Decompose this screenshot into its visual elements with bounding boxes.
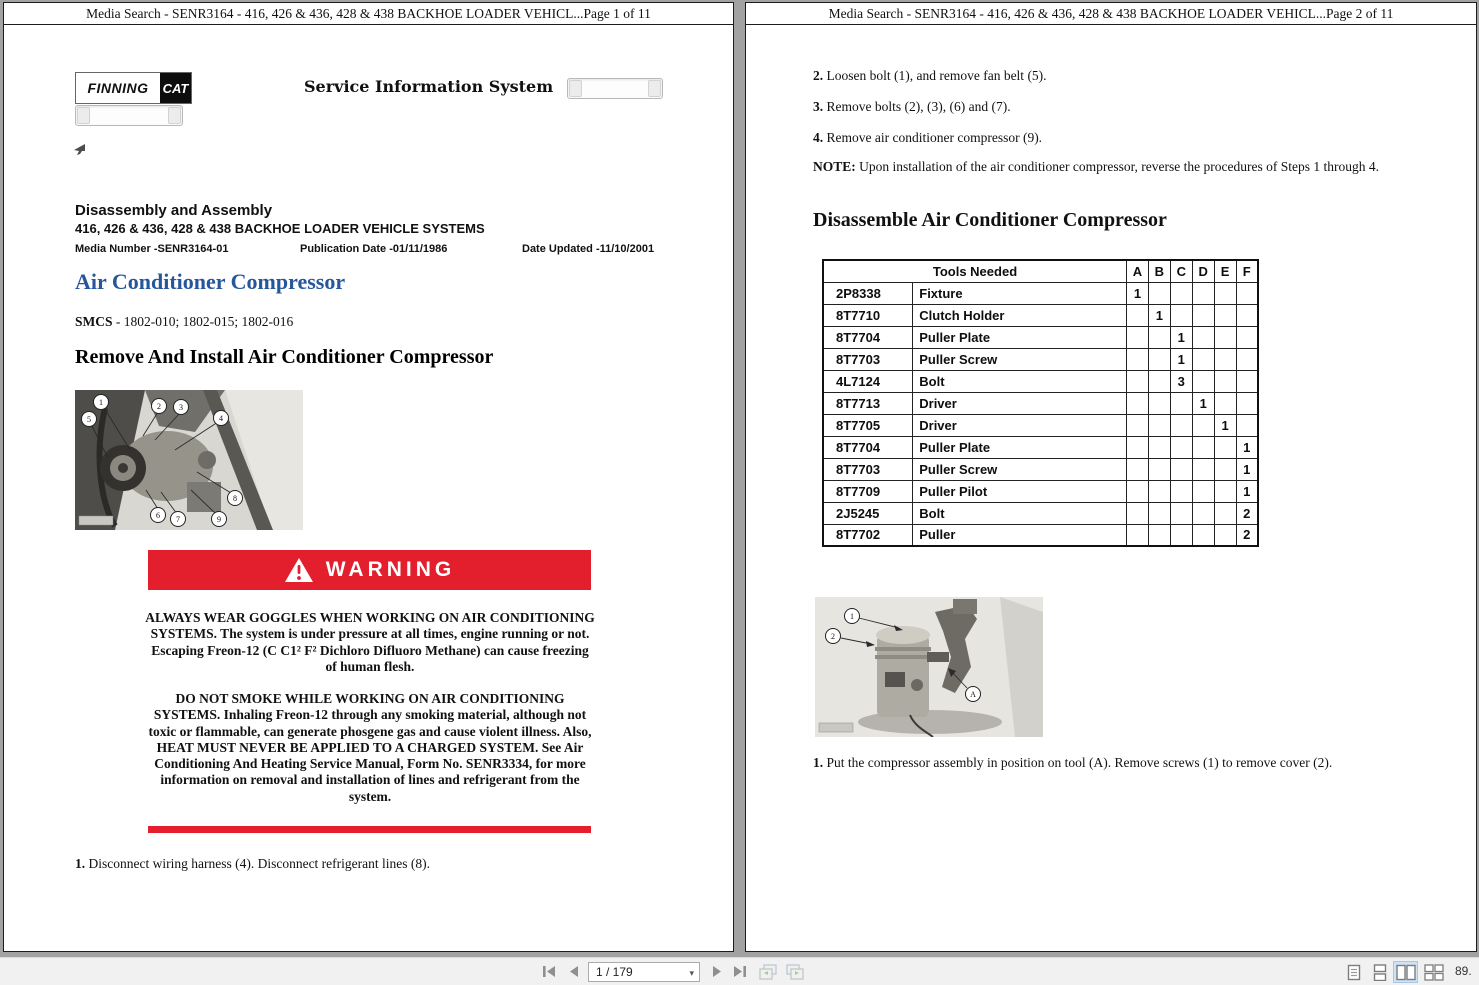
step-text: Disconnect wiring harness (4). Disconnect refrigerant lines (8). bbox=[88, 856, 431, 871]
tool-qty-cell bbox=[1214, 370, 1236, 392]
tool-name: Puller Screw bbox=[913, 348, 1127, 370]
horizontal-scrollbar-logo[interactable] bbox=[75, 105, 183, 126]
tool-qty-cell bbox=[1170, 414, 1192, 436]
tool-qty-cell bbox=[1170, 304, 1192, 326]
tool-name: Bolt bbox=[913, 502, 1127, 524]
document-page-1 bbox=[3, 2, 734, 952]
table-row bbox=[823, 480, 1258, 502]
tools-table-body bbox=[823, 282, 1258, 546]
previous-view-button[interactable] bbox=[756, 961, 780, 983]
bottom-toolbar bbox=[0, 957, 1479, 985]
compressor-install-photo bbox=[75, 390, 303, 530]
tool-qty-cell bbox=[1148, 458, 1170, 480]
step-text: Remove air conditioner compressor (9). bbox=[826, 130, 1043, 145]
tool-qty-cell bbox=[1148, 370, 1170, 392]
tool-qty-cell bbox=[1192, 326, 1214, 348]
step-text: Remove bolts (2), (3), (6) and (7). bbox=[826, 99, 1011, 114]
svg-text:9: 9 bbox=[217, 515, 221, 524]
svg-text:8: 8 bbox=[233, 494, 237, 503]
table-row bbox=[823, 304, 1258, 326]
note-text: Upon installation of the air conditioner compressor, reverse the procedures of Steps 1 through 4. bbox=[859, 159, 1379, 174]
tool-qty-cell bbox=[1127, 326, 1149, 348]
red-divider-bar bbox=[148, 826, 591, 833]
table-header-row bbox=[823, 260, 1258, 282]
tool-name: Puller bbox=[913, 524, 1127, 546]
document-type: Disassembly and Assembly bbox=[75, 202, 273, 219]
zoom-level-text: 89. bbox=[1455, 964, 1472, 978]
tool-qty-cell bbox=[1236, 392, 1258, 414]
compressor-disassembly-photo bbox=[815, 597, 1043, 737]
column-header-e: E bbox=[1214, 260, 1236, 282]
table-row bbox=[823, 502, 1258, 524]
tool-qty-cell bbox=[1148, 282, 1170, 304]
note-label: NOTE: bbox=[813, 159, 856, 174]
tool-qty-cell bbox=[1236, 326, 1258, 348]
tool-qty-cell bbox=[1214, 458, 1236, 480]
tool-qty-cell bbox=[1127, 414, 1149, 436]
tool-name: Puller Plate bbox=[913, 436, 1127, 458]
continuous-scroll-view-icon bbox=[1373, 964, 1387, 981]
step-4 bbox=[813, 130, 1433, 146]
note-paragraph bbox=[813, 159, 1421, 176]
tool-part-number: 8T7705 bbox=[823, 414, 913, 436]
tool-qty-cell bbox=[1214, 436, 1236, 458]
scrollbar-left-button[interactable] bbox=[77, 107, 90, 124]
compressor-disassembly-figure bbox=[815, 597, 1043, 737]
scrollbar-right-button[interactable] bbox=[648, 80, 661, 97]
tool-qty-cell: 1 bbox=[1127, 282, 1149, 304]
tool-qty-cell bbox=[1127, 392, 1149, 414]
tool-name: Driver bbox=[913, 392, 1127, 414]
page-indicator-text: 1 / 179 bbox=[596, 965, 633, 979]
next-view-button[interactable] bbox=[783, 961, 807, 983]
tool-name: Puller Pilot bbox=[913, 480, 1127, 502]
tool-part-number: 8T7713 bbox=[823, 392, 913, 414]
tool-qty-cell bbox=[1148, 524, 1170, 546]
step-number: 3. bbox=[813, 99, 824, 114]
tool-qty-cell bbox=[1170, 524, 1192, 546]
tools-needed-table bbox=[822, 259, 1259, 547]
table-row bbox=[823, 348, 1258, 370]
step-text: Loosen bolt (1), and remove fan belt (5). bbox=[826, 68, 1047, 83]
two-page-view-button[interactable] bbox=[1393, 961, 1418, 983]
tool-qty-cell bbox=[1236, 348, 1258, 370]
tool-qty-cell bbox=[1192, 458, 1214, 480]
svg-text:6: 6 bbox=[156, 511, 160, 520]
smcs-line bbox=[75, 314, 293, 330]
tool-qty-cell bbox=[1192, 348, 1214, 370]
table-row bbox=[823, 392, 1258, 414]
smcs-label: SMCS bbox=[75, 314, 113, 329]
tool-qty-cell bbox=[1192, 370, 1214, 392]
previous-view-icon bbox=[758, 963, 778, 981]
tool-qty-cell bbox=[1148, 480, 1170, 502]
warning-banner bbox=[148, 550, 591, 590]
section-title: Air Conditioner Compressor bbox=[75, 269, 346, 294]
tool-qty-cell bbox=[1192, 436, 1214, 458]
first-page-button[interactable] bbox=[538, 961, 560, 983]
tool-qty-cell bbox=[1148, 326, 1170, 348]
tool-qty-cell bbox=[1148, 502, 1170, 524]
tool-qty-cell bbox=[1170, 282, 1192, 304]
tool-qty-cell bbox=[1192, 414, 1214, 436]
tool-qty-cell bbox=[1214, 502, 1236, 524]
warning-paragraph-2: DO NOT SMOKE WHILE WORKING ON AIR CONDITIONING SYSTEMS. Inhaling Freon-12 through any smoking material, although not toxic or flammable, can generate phosgene gas and cause violent illness. Also, HEAT MUST NEVER BE APPLIED TO A CHARGED SYSTEM. See Air Conditioning And Heating Service Manual, Form No. SENR3334, for more information on removal and installation of lines and refrigerant from the system. bbox=[148, 691, 592, 804]
tool-qty-cell bbox=[1236, 304, 1258, 326]
tool-part-number: 2P8338 bbox=[823, 282, 913, 304]
table-row bbox=[823, 436, 1258, 458]
column-header-c: C bbox=[1170, 260, 1192, 282]
tool-qty-cell bbox=[1214, 304, 1236, 326]
warning-label: WARNING bbox=[325, 558, 456, 581]
previous-page-icon bbox=[566, 963, 583, 980]
column-header-a: A bbox=[1127, 260, 1149, 282]
single-page-view-icon bbox=[1347, 964, 1361, 981]
svg-text:1: 1 bbox=[99, 398, 103, 407]
tool-qty-cell bbox=[1127, 480, 1149, 502]
scrollbar-right-button[interactable] bbox=[168, 107, 181, 124]
first-page-icon bbox=[541, 963, 558, 980]
step-number: 1. bbox=[813, 755, 824, 770]
tool-qty-cell bbox=[1148, 436, 1170, 458]
next-page-icon bbox=[708, 963, 725, 980]
page-dropdown-caret[interactable]: ▾ bbox=[689, 968, 694, 978]
tool-qty-cell: 1 bbox=[1170, 348, 1192, 370]
tool-name: Driver bbox=[913, 414, 1127, 436]
cat-logo-text: CAT bbox=[160, 73, 191, 103]
tool-qty-cell: 1 bbox=[1214, 414, 1236, 436]
table-row bbox=[823, 370, 1258, 392]
tool-part-number: 2J5245 bbox=[823, 502, 913, 524]
tool-qty-cell bbox=[1192, 524, 1214, 546]
tool-qty-cell bbox=[1170, 480, 1192, 502]
tool-qty-cell bbox=[1170, 502, 1192, 524]
step-3 bbox=[813, 99, 1433, 115]
step-number: 4. bbox=[813, 130, 824, 145]
smcs-codes: - 1802-010; 1802-015; 1802-016 bbox=[115, 314, 294, 329]
single-page-view-button[interactable] bbox=[1341, 961, 1366, 983]
tool-qty-cell bbox=[1236, 414, 1258, 436]
sis-title: Service Information System bbox=[304, 77, 554, 96]
last-page-button[interactable] bbox=[728, 961, 750, 983]
tool-qty-cell bbox=[1170, 392, 1192, 414]
procedure-title: Remove And Install Air Conditioner Compressor bbox=[75, 346, 494, 368]
horizontal-scrollbar-top[interactable] bbox=[567, 78, 663, 99]
two-page-continuous-view-icon bbox=[1424, 964, 1444, 981]
two-page-continuous-view-button[interactable] bbox=[1421, 961, 1446, 983]
tool-qty-cell bbox=[1192, 304, 1214, 326]
section-title: Disassemble Air Conditioner Compressor bbox=[813, 209, 1167, 231]
tool-qty-cell bbox=[1214, 326, 1236, 348]
tool-qty-cell: 2 bbox=[1236, 524, 1258, 546]
tool-qty-cell bbox=[1214, 348, 1236, 370]
tool-qty-cell bbox=[1214, 282, 1236, 304]
date-updated: Date Updated -11/10/2001 bbox=[522, 243, 655, 255]
step-2 bbox=[813, 68, 1433, 84]
tool-qty-cell bbox=[1127, 458, 1149, 480]
tool-qty-cell: 1 bbox=[1236, 458, 1258, 480]
column-header-f: F bbox=[1236, 260, 1258, 282]
svg-text:2: 2 bbox=[831, 632, 835, 641]
tool-qty-cell bbox=[1127, 436, 1149, 458]
tool-qty-cell bbox=[1148, 414, 1170, 436]
svg-text:2: 2 bbox=[157, 402, 161, 411]
svg-text:1: 1 bbox=[850, 612, 854, 621]
step-text: Put the compressor assembly in position on tool (A). Remove screws (1) to remove cover (2). bbox=[826, 755, 1333, 770]
svg-text:7: 7 bbox=[176, 515, 180, 524]
page-1-header: Media Search - SENR3164 - 416, 426 & 436, 428 & 438 BACKHOE LOADER VEHICL...Page 1 of 11 bbox=[4, 3, 733, 25]
tool-qty-cell: 2 bbox=[1236, 502, 1258, 524]
tool-part-number: 8T7703 bbox=[823, 458, 913, 480]
column-header-d: D bbox=[1192, 260, 1214, 282]
tool-part-number: 8T7709 bbox=[823, 480, 913, 502]
step-number: 1. bbox=[75, 856, 86, 871]
tool-qty-cell bbox=[1214, 524, 1236, 546]
tool-qty-cell bbox=[1192, 502, 1214, 524]
tool-qty-cell: 3 bbox=[1170, 370, 1192, 392]
tool-qty-cell bbox=[1236, 370, 1258, 392]
tool-name: Clutch Holder bbox=[913, 304, 1127, 326]
tool-qty-cell bbox=[1127, 502, 1149, 524]
tool-part-number: 8T7702 bbox=[823, 524, 913, 546]
warning-paragraph-1: ALWAYS WEAR GOGGLES WHEN WORKING ON AIR CONDITIONING SYSTEMS. The system is under pressure at all times, engine running or not. Escaping Freon-12 (C C1² F² Dichloro Difluoro Methane) can cause freezing of human flesh. bbox=[145, 610, 595, 674]
tool-qty-cell bbox=[1170, 458, 1192, 480]
warning-triangle-icon bbox=[284, 557, 314, 583]
tool-qty-cell: 1 bbox=[1236, 480, 1258, 502]
tool-qty-cell bbox=[1127, 348, 1149, 370]
next-view-icon bbox=[785, 963, 805, 981]
tool-qty-cell: 1 bbox=[1192, 392, 1214, 414]
table-row bbox=[823, 326, 1258, 348]
tool-qty-cell bbox=[1192, 480, 1214, 502]
table-row bbox=[823, 524, 1258, 546]
tool-qty-cell: 1 bbox=[1236, 436, 1258, 458]
next-page-button[interactable] bbox=[705, 961, 727, 983]
step-1 bbox=[813, 755, 1433, 771]
continuous-scroll-view-button[interactable] bbox=[1367, 961, 1392, 983]
step-number: 2. bbox=[813, 68, 824, 83]
publication-date: Publication Date -01/11/1986 bbox=[300, 243, 448, 255]
previous-page-button[interactable] bbox=[563, 961, 585, 983]
media-number: Media Number -SENR3164-01 bbox=[75, 243, 229, 255]
column-header-b: B bbox=[1148, 260, 1170, 282]
finning-cat-logo bbox=[75, 72, 192, 104]
compressor-install-figure bbox=[75, 390, 303, 530]
tool-part-number: 8T7704 bbox=[823, 436, 913, 458]
table-row bbox=[823, 282, 1258, 304]
svg-text:3: 3 bbox=[179, 403, 183, 412]
tool-qty-cell bbox=[1148, 348, 1170, 370]
finning-logo-text: FINNING bbox=[87, 80, 149, 96]
table-row bbox=[823, 458, 1258, 480]
tool-qty-cell: 1 bbox=[1148, 304, 1170, 326]
tool-qty-cell bbox=[1148, 392, 1170, 414]
tool-qty-cell bbox=[1127, 524, 1149, 546]
cursor-icon bbox=[73, 143, 86, 156]
tool-qty-cell bbox=[1192, 282, 1214, 304]
tool-qty-cell bbox=[1214, 392, 1236, 414]
tool-qty-cell bbox=[1236, 282, 1258, 304]
step-1 bbox=[75, 856, 675, 872]
tool-qty-cell: 1 bbox=[1170, 326, 1192, 348]
tool-part-number: 4L7124 bbox=[823, 370, 913, 392]
document-title: 416, 426 & 436, 428 & 438 BACKHOE LOADER VEHICLE SYSTEMS bbox=[75, 221, 485, 236]
scrollbar-left-button[interactable] bbox=[569, 80, 582, 97]
tool-name: Bolt bbox=[913, 370, 1127, 392]
table-row bbox=[823, 414, 1258, 436]
last-page-icon bbox=[731, 963, 748, 980]
tool-part-number: 8T7710 bbox=[823, 304, 913, 326]
page-2-header: Media Search - SENR3164 - 416, 426 & 436, 428 & 438 BACKHOE LOADER VEHICL...Page 2 of 11 bbox=[746, 3, 1476, 25]
svg-text:5: 5 bbox=[87, 415, 91, 424]
tool-name: Puller Screw bbox=[913, 458, 1127, 480]
tools-needed-header: Tools Needed bbox=[823, 260, 1127, 282]
svg-text:A: A bbox=[970, 690, 976, 699]
tool-name: Puller Plate bbox=[913, 326, 1127, 348]
tool-qty-cell bbox=[1214, 480, 1236, 502]
two-page-view-icon bbox=[1396, 964, 1416, 981]
tool-part-number: 8T7703 bbox=[823, 348, 913, 370]
tool-qty-cell bbox=[1127, 370, 1149, 392]
tool-qty-cell bbox=[1127, 304, 1149, 326]
tool-part-number: 8T7704 bbox=[823, 326, 913, 348]
document-page-2 bbox=[745, 2, 1477, 952]
page-number-input[interactable] bbox=[588, 962, 700, 982]
svg-text:4: 4 bbox=[219, 414, 223, 423]
tool-name: Fixture bbox=[913, 282, 1127, 304]
tool-qty-cell bbox=[1170, 436, 1192, 458]
